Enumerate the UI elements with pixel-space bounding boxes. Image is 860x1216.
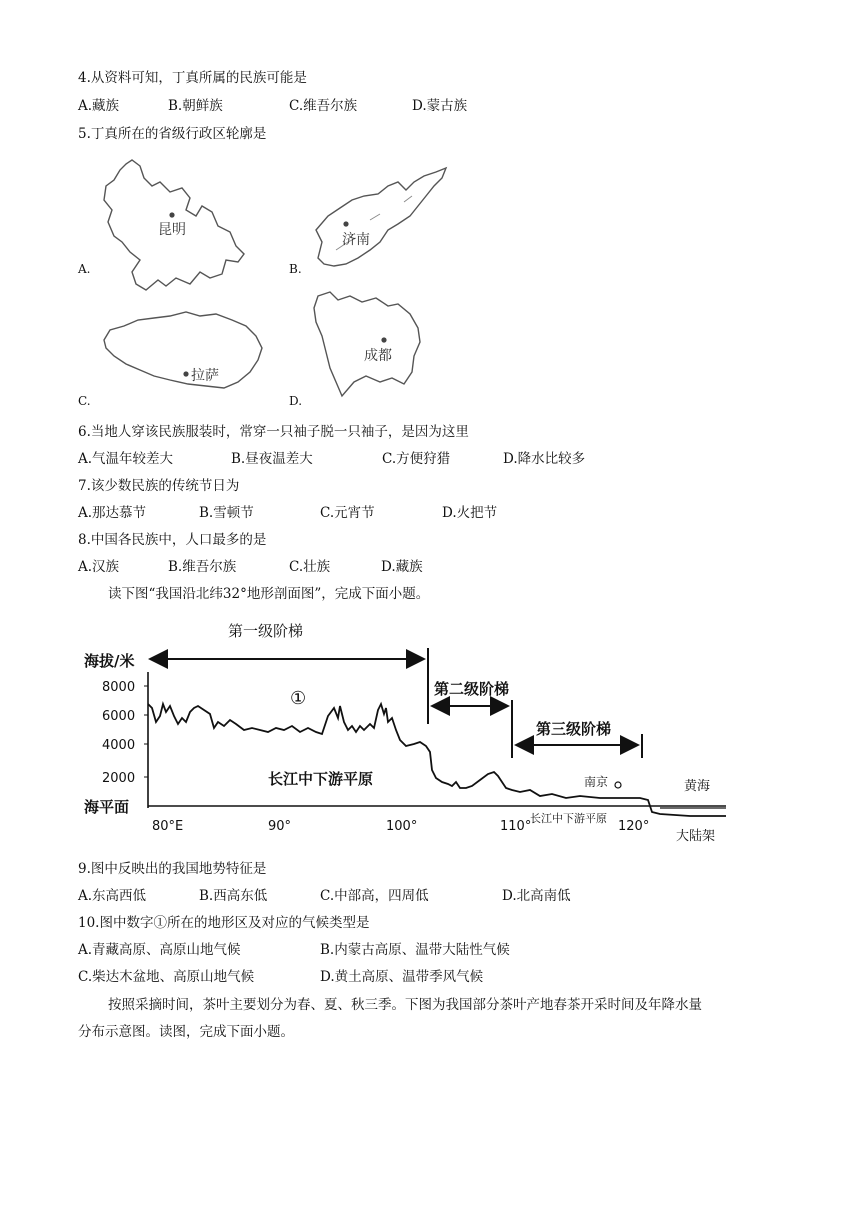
- q8-option-c: C.壮族: [289, 559, 331, 575]
- q8-option-b: B.维吾尔族: [168, 559, 237, 575]
- tea-intro-line-2: 分布示意图。读图，完成下面小题。: [78, 1024, 294, 1040]
- q8-option-d: D.藏族: [381, 559, 423, 575]
- step-1-label: 第一级阶梯: [228, 622, 304, 640]
- x-tick-110: 110°: [500, 819, 532, 834]
- q6-option-a: A.气温年较差大: [78, 451, 174, 467]
- q9-option-a: A.东高西低: [78, 888, 147, 904]
- map-a-letter: A.: [78, 262, 91, 276]
- q4-option-b: B.朝鲜族: [168, 98, 223, 114]
- kunming-dot: [169, 212, 174, 217]
- q9-option-d: D.北高南低: [502, 888, 571, 904]
- jinan-dot: [343, 221, 348, 226]
- jinan-label: 济南: [342, 232, 370, 248]
- map-a-yunnan-outline: [104, 160, 244, 290]
- question-10-stem: 10.图中数字①所在的地形区及对应的气候类型是: [78, 915, 370, 931]
- q8-option-a: A.汉族: [78, 559, 120, 575]
- map-b-letter: B.: [289, 262, 302, 276]
- q9-option-b: B.西高东低: [199, 888, 268, 904]
- x-tick-100: 100°: [386, 819, 418, 834]
- q7-option-b: B.雪顿节: [199, 505, 254, 521]
- question-9-stem: 9.图中反映出的我国地势特征是: [78, 861, 267, 877]
- step-3-label: 第三级阶梯: [536, 720, 612, 738]
- q4-option-d: D.蒙古族: [412, 98, 468, 114]
- question-6-stem: 6.当地人穿该民族服装时，常穿一只袖子脱一只袖子，是因为这里: [78, 424, 469, 440]
- question-7-stem: 7.该少数民族的传统节日为: [78, 478, 240, 494]
- q6-option-c: C.方便狩猎: [382, 451, 451, 467]
- y-tick-4000: 4000: [102, 738, 136, 753]
- q10-option-b: B.内蒙古高原、温带大陆性气候: [320, 942, 510, 958]
- nanjing-marker: [615, 782, 621, 788]
- lhasa-dot: [183, 371, 188, 376]
- q7-option-c: C.元宵节: [320, 505, 375, 521]
- x-tick-90: 90°: [268, 819, 292, 834]
- question-8-stem: 8.中国各民族中，人口最多的是: [78, 532, 267, 548]
- question-5-stem: 5.丁真所在的省级行政区轮廓是: [78, 126, 267, 142]
- plain-label: 长江中下游平原: [268, 770, 374, 788]
- q10-option-a: A.青藏高原、高原山地气候: [78, 942, 241, 958]
- chengdu-dot: [381, 337, 386, 342]
- map-d-letter: D.: [289, 394, 303, 408]
- tea-intro-line-1: 按照采摘时间，茶叶主要划分为春、夏、秋三季。下图为我国部分茶叶产地春茶开采时间及年降水量: [108, 997, 702, 1013]
- step-2-label: 第二级阶梯: [434, 680, 510, 698]
- chengdu-label: 成都: [364, 348, 392, 364]
- marker-one: ①: [290, 688, 307, 709]
- x-tick-80: 80°E: [152, 819, 184, 834]
- q4-option-a: A.藏族: [78, 98, 120, 114]
- y-tick-6000: 6000: [102, 709, 136, 724]
- question-4-stem: 4.从资料可知，丁真所属的民族可能是: [78, 70, 307, 86]
- x-tick-120: 120°: [618, 819, 650, 834]
- y-tick-8000: 8000: [102, 680, 136, 695]
- y-tick-2000: 2000: [102, 771, 136, 786]
- profile-intro: 读下图“我国沿北纬32°地形剖面图”，完成下面小题。: [108, 586, 430, 602]
- q7-option-d: D.火把节: [442, 505, 498, 521]
- q6-option-d: D.降水比较多: [503, 451, 586, 467]
- nanjing-label: 南京: [584, 775, 609, 789]
- q10-option-c: C.柴达木盆地、高原山地气候: [78, 969, 255, 985]
- map-d-sichuan-outline: [314, 292, 420, 396]
- plain-small-label: 长江中下游平原: [530, 812, 607, 825]
- kunming-label: 昆明: [158, 222, 186, 238]
- lhasa-label: 拉萨: [191, 368, 219, 384]
- q4-option-c: C.维吾尔族: [289, 98, 358, 114]
- yellow-sea-label: 黄海: [684, 779, 711, 794]
- q9-option-c: C.中部高，四周低: [320, 888, 429, 904]
- map-c-tibet-outline: [104, 312, 262, 388]
- map-c-letter: C.: [78, 394, 91, 408]
- sea-level-label: 海平面: [84, 798, 130, 816]
- q10-option-d: D.黄土高原、温带季风气候: [320, 969, 484, 985]
- terrain-profile-line: [148, 704, 726, 816]
- q6-option-b: B.昼夜温差大: [231, 451, 313, 467]
- y-axis-label: 海拔/米: [84, 652, 135, 670]
- continental-shelf-label: 大陆架: [676, 829, 716, 844]
- map-b-shandong-outline: [316, 168, 446, 266]
- terrain-profile-diagram: [0, 612, 860, 852]
- q7-option-a: A.那达慕节: [78, 505, 147, 521]
- province-outline-maps: [0, 150, 860, 415]
